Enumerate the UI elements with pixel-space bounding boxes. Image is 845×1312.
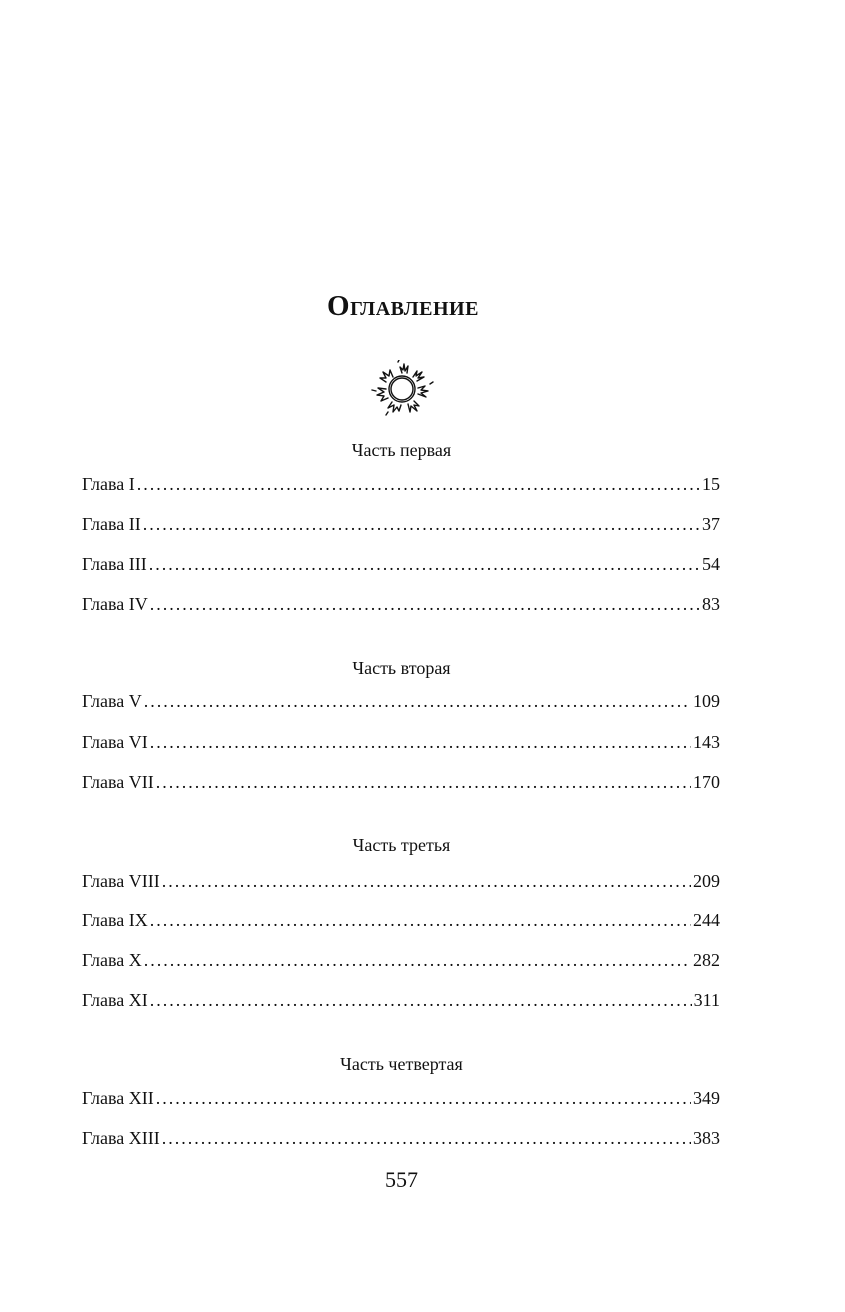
toc-row <box>82 772 720 796</box>
chapter-label: Глава XIII <box>82 1128 160 1148</box>
part-title: Часть четвертая <box>340 1054 463 1074</box>
chapter-page: 349 <box>693 1088 720 1108</box>
chapter-label: Глава IV <box>82 594 148 614</box>
toc-row <box>82 514 720 538</box>
chapter-label: Глава III <box>82 554 147 574</box>
chapter-page: 143 <box>693 732 720 752</box>
dot-leader <box>144 691 691 712</box>
chapter-label: Глава V <box>82 691 142 711</box>
toc-row <box>82 1128 720 1152</box>
dot-leader <box>162 871 691 892</box>
chapter-label: Глава VII <box>82 772 154 792</box>
dot-leader <box>162 1128 691 1149</box>
dot-leader <box>150 594 700 615</box>
dot-leader <box>150 910 691 931</box>
dot-leader <box>150 732 691 753</box>
chapter-label: Глава XII <box>82 1088 154 1108</box>
chapter-label: Глава VIII <box>82 871 160 891</box>
dot-leader <box>150 990 692 1011</box>
chapter-page: 170 <box>693 772 720 792</box>
chapter-page: 282 <box>693 950 720 970</box>
toc-row <box>82 1088 720 1112</box>
dot-leader <box>144 950 691 971</box>
chapter-label: Глава IX <box>82 910 148 930</box>
toc-row <box>82 691 720 715</box>
chapter-page: 244 <box>693 910 720 930</box>
chapter-page: 109 <box>693 691 720 711</box>
toc-row <box>82 474 720 498</box>
dot-leader <box>143 514 700 535</box>
dot-leader <box>156 772 691 793</box>
toc-row <box>82 871 720 895</box>
page-title: Оглавление <box>327 290 479 322</box>
chapter-page: 83 <box>702 594 720 614</box>
part-title: Часть вторая <box>352 658 451 678</box>
page-number: 557 <box>385 1167 418 1192</box>
chapter-page: 209 <box>693 871 720 891</box>
chapter-page: 37 <box>702 514 720 534</box>
chapter-label: Глава XI <box>82 990 148 1010</box>
toc-row <box>82 990 720 1014</box>
chapter-page: 311 <box>693 990 720 1010</box>
toc-row <box>82 950 720 974</box>
chapter-page: 383 <box>693 1128 720 1148</box>
chapter-label: Глава II <box>82 514 141 534</box>
chapter-label: Глава I <box>82 474 135 494</box>
dot-leader <box>149 554 700 575</box>
dot-leader <box>156 1088 691 1109</box>
part-title: Часть третья <box>352 835 451 855</box>
part-title: Часть первая <box>351 440 452 460</box>
chapter-label: Глава VI <box>82 732 148 752</box>
toc-row <box>82 554 720 578</box>
chapter-label: Глава X <box>82 950 142 970</box>
chapter-page: 54 <box>702 554 720 574</box>
toc-row <box>82 910 720 934</box>
dot-leader <box>137 474 700 495</box>
chapter-page: 15 <box>702 474 720 494</box>
toc-row <box>82 594 720 618</box>
toc-row <box>82 732 720 756</box>
